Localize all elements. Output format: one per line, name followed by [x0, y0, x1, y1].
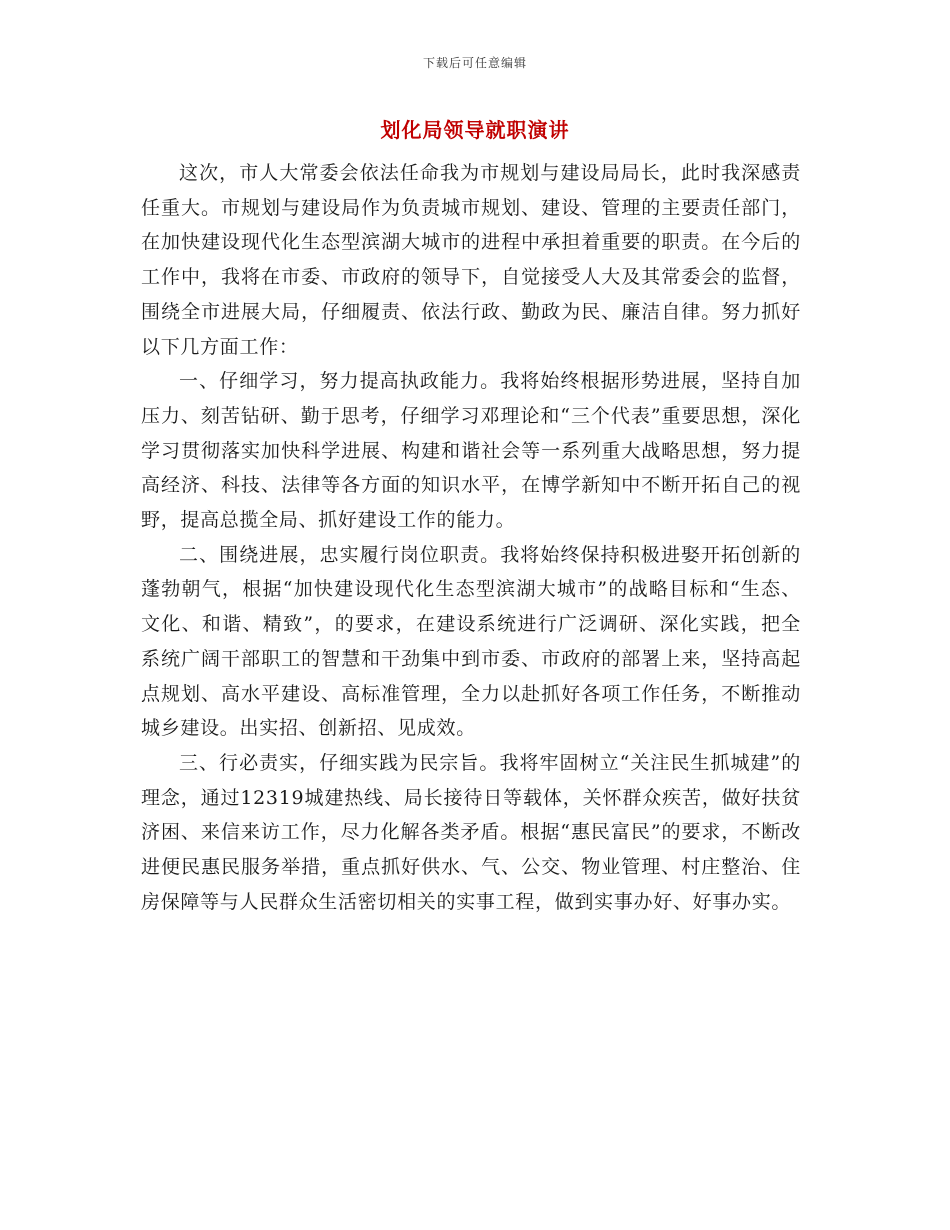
document-title: 划化局领导就职演讲 — [380, 118, 570, 142]
header-note: 下载后可任意编辑 — [422, 56, 527, 70]
paragraph-intro: 这次，市人大常委会依法任命我为市规划与建设局局长，此时我深感责任重大。市规划与建设局作为负责城市规划、建设、管理的主要责任部门，在加快建设现代化生态型滨湖大城市的进程中承担着重要的职责。在今后的工作中，我将在市委、市政府的领导下，自觉接受人大及其常委会的监督，围绕全市进展大局，仔细履责、依法行政、勤政为民、廉洁自律。努力抓好以下几方面工作： — [141, 162, 801, 358]
paragraph-point-3: 三、行必责实，仔细实践为民宗旨。我将牢固树立“关注民生抓城建”的理念，通过12319城建热线、局长接待日等载体，关怀群众疾苦，做好扶贫济困、来信来访工作，尽力化解各类矛盾。根据“惠民富民”的要求，不断改进便民惠民服务举措，重点抓好供水、气、公交、物业管理、村庄整治、住房保障等与人民群众生活密切相关的实事工程，做到实事办好、好事办实。 — [141, 751, 801, 913]
paragraph-point-2: 二、围绕进展，忠实履行岗位职责。我将始终保持积极进娶开拓创新的蓬勃朝气，根据“加快建设现代化生态型滨湖大城市”的战略目标和“生态、文化、和谐、精致”，的要求，在建设系统进行广泛调研、深化实践，把全系统广阔干部职工的智慧和干劲集中到市委、市政府的部署上来，坚持高起点规划、高水平建设、高标准管理，全力以赴抓好各项工作任务，不断推动城乡建设。出实招、创新招、见成效。 — [141, 543, 801, 740]
paragraph-point-1: 一、仔细学习，努力提高执政能力。我将始终根据形势进展，坚持自加压力、刻苦钻研、勤于思考，仔细学习邓理论和“三个代表”重要思想，深化学习贯彻落实加快科学进展、构建和谐社会等一系列重大战略思想，努力提高经济、科技、法律等各方面的知识水平，在博学新知中不断开拓自己的视野，提高总揽全局、抓好建设工作的能力。 — [141, 370, 801, 532]
document-body — [141, 156, 801, 919]
